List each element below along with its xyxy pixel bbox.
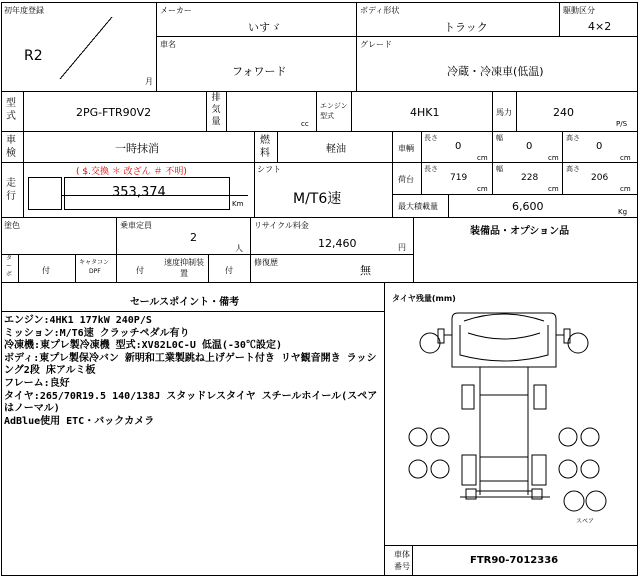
cargo-height: 206 [591,173,609,183]
tire-circles [409,333,606,511]
body-shape-label: ボディ形状 [360,6,400,15]
mileage-value: 353,374 [112,185,166,200]
mileage-note: ( $.交換 ＊ 改ざん ＃ 不明) [76,167,187,177]
tire-rear-left-inner [431,428,449,446]
cargo-length-unit: cm [477,185,488,193]
speed-limiter-label: 速度抑制装置 [164,258,204,278]
car-name-label: 車名 [160,40,176,49]
cabin-height: 0 [596,141,603,152]
drive-label: 駆動区分 [563,6,595,15]
sales-line: ミッション:M/T6速 クラッチペダル有り [4,327,190,339]
capacity-label: 乗車定員 [120,221,152,230]
tire-diagram [400,305,610,530]
equipment-label: 装備品・オプション品 [470,226,570,237]
capacity-unit: 人 [235,244,243,253]
shift-label: シフト [257,165,281,174]
horsepower-value: 240 [553,106,574,119]
engine-model-label: エンジン型式 [320,102,348,120]
sales-line: ボディ:東プレ製保冷バン 新明和工業製跳ね上げゲート付き リヤ観音開き ラッシング2段 床アルミ板 [4,352,377,377]
grade-label: グレード [360,40,392,49]
repair-label: 修復歴 [254,258,278,267]
fuel-label: 燃料 [260,135,270,159]
cabin-width: 0 [526,141,533,152]
displacement-label: 排気量 [211,93,221,127]
sales-notes [4,315,380,428]
drive-value: 4×2 [588,20,612,33]
cabin-label: 車輌 [398,144,414,153]
horsepower-unit: P/S [616,120,628,128]
sales-line: エンジン:4HK1 177kW 240P/S [4,315,152,326]
model-value: 2PG-FTR90V2 [76,106,152,119]
car-name-value: フォワード [232,65,287,78]
cabin-height-unit: cm [620,154,631,162]
tire-spare-2 [586,491,606,511]
dpf-value: 付 [136,266,144,275]
fuel-value: 軽油 [326,144,346,155]
mileage-unit: Km [232,200,244,208]
max-load-value: 6,600 [512,200,544,213]
first-reg-label: 初年度登録 [4,6,44,15]
recycle-unit: 円 [398,243,406,252]
tire-rear-right-outer [581,428,599,446]
tire-rear2-right-outer [581,460,599,478]
inspection-label: 車検 [6,135,16,159]
sales-line: 冷凍機:東プレ製冷凍機 型式:XV82L0C-U 低温(-30℃設定) [4,340,282,352]
cabin-length: 0 [455,141,462,152]
cargo-height-unit: cm [620,185,631,193]
turbo-label: ターボ [6,255,13,278]
displacement-unit: cc [301,120,309,128]
tire-front-right [568,333,588,353]
maker-value: いすゞ [248,21,281,34]
tire-spare-label: スペア [576,518,595,525]
dpf-label-1: キャタコン [79,259,110,266]
sales-line: フレーム:良好 [4,377,70,389]
cabin-length-unit: cm [477,154,488,162]
speed-limiter-value: 付 [225,266,233,275]
inspection-value: 一時抹消 [115,142,159,155]
cargo-width: 228 [521,173,539,183]
turbo-value: 付 [42,266,50,275]
recycle-value: 12,460 [318,237,357,250]
first-reg-year: R2 [24,48,43,64]
tire-spare-1 [564,491,584,511]
cargo-length-label: 長さ [424,165,438,173]
tire-front-left [420,333,440,353]
cargo-length: 719 [450,173,468,183]
color-label: 塗色 [4,221,20,230]
cargo-width-unit: cm [548,185,559,193]
sales-title: セールスポイント・備考 [130,297,240,308]
mileage-label: 走行 [6,178,16,202]
sales-line: AdBlue使用 ETC・バックカメラ [4,415,155,427]
body-shape-value: トラック [444,21,488,34]
maker-label: メーカー [160,6,192,15]
tire-rear-right-inner [559,428,577,446]
capacity-value: 2 [190,231,197,244]
dpf-label-2: DPF [89,268,101,275]
cabin-width-label: 幅 [496,134,503,142]
cargo-width-label: 幅 [496,165,503,173]
engine-model-value: 4HK1 [410,106,440,119]
max-load-unit: Kg [618,208,628,216]
sales-line: タイヤ:265/70R19.5 140/138J スタッドレスタイヤ スチールホイール(スペアはノーマル) [4,390,378,415]
horsepower-label: 馬力 [496,108,512,117]
tire-rear2-left-inner [431,460,449,478]
grade-value: 冷蔵・冷凍車(低温) [447,65,544,78]
chassis-label: 車体番号 [394,550,410,571]
chassis-value: FTR90-7012336 [470,555,559,566]
cargo-height-label: 高さ [566,165,580,173]
cabin-height-label: 高さ [566,134,580,142]
cargo-label: 荷台 [398,175,414,184]
first-reg-month-unit: 月 [145,77,153,86]
model-label: 型式 [6,98,16,122]
max-load-label: 最大積載量 [398,202,438,211]
tire-rear-left-outer [409,428,427,446]
tire-rear2-right-inner [559,460,577,478]
cabin-width-unit: cm [548,154,559,162]
tire-rear2-left-outer [409,460,427,478]
recycle-label: リサイクル料金 [254,221,309,230]
cabin-length-label: 長さ [424,134,438,142]
shift-value: M/T6速 [293,191,342,207]
tire-label: タイヤ残量(mm) [392,294,456,303]
repair-value: 無 [360,264,371,277]
